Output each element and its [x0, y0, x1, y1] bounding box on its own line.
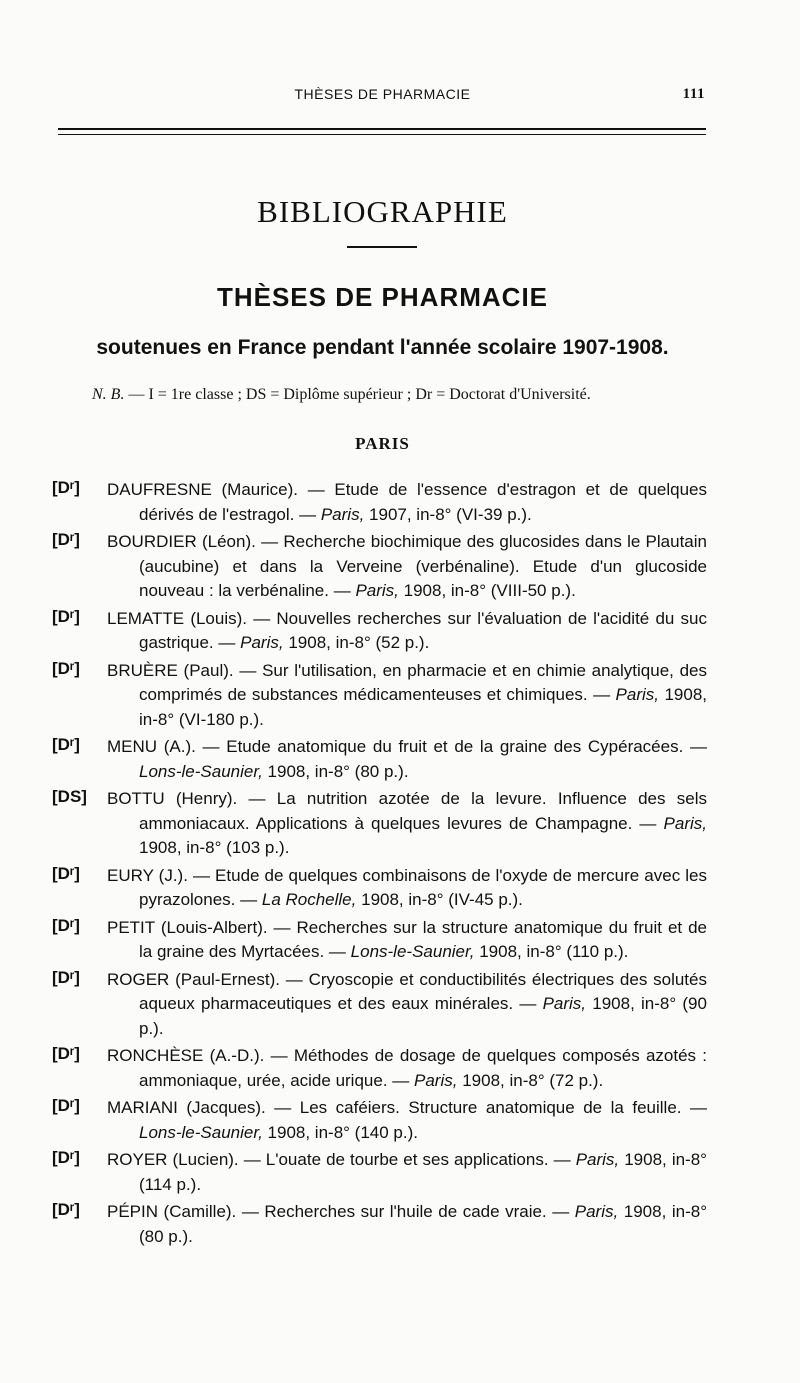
entry-place: Paris, [615, 685, 659, 704]
entry-author: BOURDIER (Léon). [107, 532, 256, 551]
entry-author: EURY (J.). [107, 865, 188, 885]
entry-title: — Méthodes de dosage de quelques composés azotés : ammoniaque, urée, acide urique. — [139, 1046, 707, 1090]
degree-tag: [Dʳ] [52, 967, 80, 987]
entry-text [107, 530, 707, 604]
entry-author: PETIT (Louis-Albert). [107, 917, 268, 937]
entry-text [107, 1200, 707, 1249]
entry-text [107, 787, 707, 861]
header-rule [58, 128, 706, 130]
degree-tag: [Dʳ] [52, 1148, 80, 1167]
entry-publication: 1908, in-8° (VI-180 p.). [139, 685, 707, 729]
list-item [52, 478, 707, 527]
note-text: — I = 1re classe ; DS = Diplôme supérieur ; Dr = Doctorat d'Université. [128, 386, 591, 403]
entry-title: — Etude de l'essence d'estragon et de quelques dérivés de l'estragol. — [139, 480, 707, 524]
list-item [52, 530, 707, 604]
degree-tag: [Dʳ] [52, 1096, 80, 1115]
degree-tag: [Dʳ] [52, 863, 80, 883]
entry-publication: 1908, in-8° (IV-45 p.). [361, 890, 523, 909]
entry-text [107, 968, 707, 1042]
entry-author: PÉPIN (Camille). [107, 1202, 237, 1221]
entry-text [107, 864, 707, 913]
entry-text [107, 1096, 707, 1145]
entry-title: — Sur l'utilisation, en pharmacie et en chimie analytique, des comprimés de substances médicamenteuses et chimiques. — [139, 660, 707, 704]
title-divider [347, 246, 417, 248]
entry-publication: 1908, in-8° (72 p.). [462, 1070, 604, 1090]
entry-publication: 1908, in-8° (110 p.). [479, 942, 629, 961]
entry-place: Lons-le-Saunier, [139, 761, 263, 781]
list-item [52, 735, 707, 784]
degree-tag: [Dʳ] [52, 606, 80, 626]
entry-text [107, 1044, 707, 1093]
entry-author: MENU (A.). [107, 737, 196, 756]
page-number: 111 [682, 86, 705, 102]
section-title: THÈSES DE PHARMACIE [216, 282, 549, 312]
entry-publication: 1908, in-8° (90 p.). [139, 994, 707, 1038]
entry-author: BOTTU (Henry). [107, 789, 238, 808]
entry-title: — Recherches sur l'huile de cade vraie. — [241, 1202, 570, 1221]
bibliography-list [52, 478, 707, 1252]
entry-place: La Rochelle, [261, 890, 357, 909]
header-rule-thin [58, 134, 706, 135]
entry-title: — La nutrition azotée de la levure. Influence des sels ammoniacaux. Applications à quelques levures de Champagne. — [139, 789, 707, 833]
entry-place: Lons-le-Saunier, [139, 1122, 263, 1142]
entry-author: RONCHÈSE (A.-D.). [107, 1046, 265, 1065]
entry-place: Paris, [320, 504, 365, 524]
entry-place: Paris, [575, 1150, 620, 1169]
entry-text [107, 916, 707, 965]
degree-tag: [Dʳ] [52, 1044, 80, 1063]
entry-title: — Etude de quelques combinaisons de l'oxyde de mercure avec les pyrazolones. — [139, 865, 707, 909]
entry-title: — L'ouate de tourbe et ses applications. — [243, 1150, 571, 1169]
running-title: THÈSES DE PHARMACIE [294, 86, 471, 102]
list-item [52, 607, 707, 656]
degree-tag: [DS] [52, 787, 87, 806]
entry-title: — Les caféiers. Structure anatomique de la feuille. — [274, 1098, 707, 1117]
degree-tag: [Dʳ] [52, 1200, 80, 1219]
entry-place: Lons-le-Saunier, [350, 942, 475, 961]
entry-publication: 1907, in-8° (VI-39 p.). [369, 504, 532, 524]
section-subtitle: soutenues en France pendant l'année scolaire 1907-1908. [96, 336, 669, 359]
entry-author: ROYER (Lucien). [107, 1150, 239, 1169]
degree-tag: [Dʳ] [52, 735, 80, 754]
entry-place: Paris, [663, 813, 707, 833]
entry-title: — Nouvelles recherches sur l'évaluation de l'acidité du suc gastrique. — [139, 608, 707, 652]
degree-tag: [Dʳ] [52, 530, 80, 549]
city-heading: PARIS [355, 434, 410, 453]
entry-publication: 1908, in-8° (140 p.). [267, 1122, 418, 1142]
entry-author: LEMATTE (Louis). [107, 608, 248, 628]
entry-place: Paris, [414, 1070, 458, 1090]
list-item [52, 1096, 707, 1145]
entry-text [107, 607, 707, 656]
list-item [52, 864, 707, 913]
entry-title: — Recherche biochimique des glucosides dans le Plautain (aucubine) et dans la Verveine (verbénaline). Etude d'un glucoside nouveau : la verbénaline. — [139, 532, 707, 600]
entry-title: — Etude anatomique du fruit et de la graine des Cypéracées. — [202, 737, 708, 756]
running-head [60, 86, 705, 108]
entry-publication: 1908, in-8° (80 p.). [267, 761, 409, 781]
degree-tag: [Dʳ] [52, 478, 80, 497]
entry-publication: 1908, in-8° (114 p.). [139, 1150, 707, 1194]
entry-publication: 1908, in-8° (103 p.). [139, 838, 290, 857]
entry-text [107, 735, 707, 784]
list-item [52, 1148, 707, 1197]
degree-tag: [Dʳ] [52, 658, 80, 678]
entry-place: Paris, [574, 1202, 619, 1221]
list-item [52, 787, 707, 861]
entry-title: — Cryoscopie et conductibilités électriques des solutés aqueux pharmaceutiques et des eaux minérales. — [139, 969, 707, 1013]
note-label: N. B. [92, 386, 125, 403]
entry-author: BRUÈRE (Paul). [107, 660, 234, 680]
entry-title: — Recherches sur la structure anatomique du fruit et de la graine des Myrtacées. — [139, 917, 707, 961]
entry-place: Paris, [542, 994, 587, 1013]
entry-publication: 1908, in-8° (52 p.). [288, 633, 430, 652]
degree-tag: [Dʳ] [52, 915, 80, 935]
list-item [52, 1200, 707, 1249]
entry-place: Paris, [355, 581, 399, 600]
entry-author: MARIANI (Jacques). [107, 1098, 266, 1117]
entry-author: ROGER (Paul-Ernest). [107, 969, 280, 989]
entry-place: Paris, [240, 633, 284, 652]
abbreviation-note [92, 386, 722, 404]
entry-author: DAUFRESNE (Maurice). [107, 480, 299, 499]
entry-text [107, 478, 707, 527]
list-item [52, 1044, 707, 1093]
entry-text [107, 659, 707, 733]
list-item [52, 968, 707, 1042]
list-item [52, 659, 707, 733]
entry-text [107, 1148, 707, 1197]
entry-publication: 1908, in-8° (80 p.). [139, 1202, 707, 1246]
entry-publication: 1908, in-8° (VIII-50 p.). [403, 581, 576, 600]
page-title: BIBLIOGRAPHIE [257, 194, 508, 229]
list-item [52, 916, 707, 965]
